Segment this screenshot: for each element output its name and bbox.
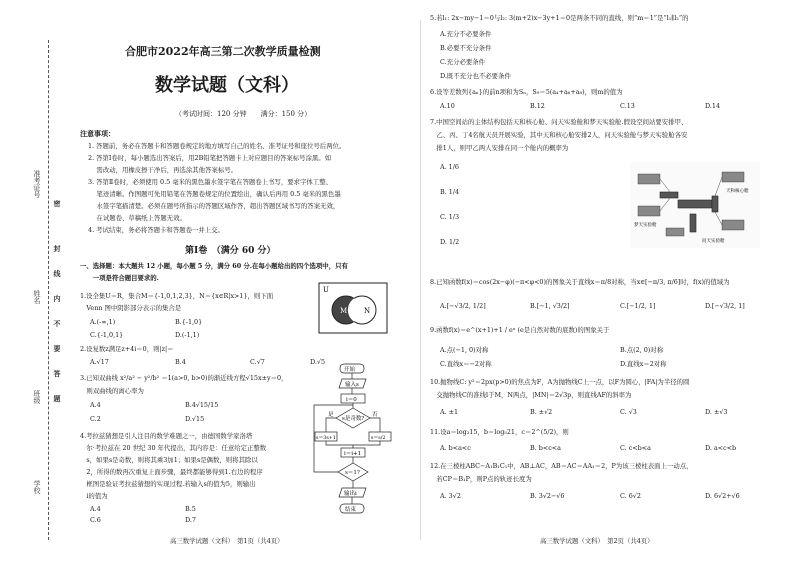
- exam-title: 合肥市2022年高三第二次教学质量检测: [125, 45, 321, 58]
- venn-label-m: M: [340, 307, 348, 315]
- seal-char: 线: [53, 270, 62, 277]
- flow-yes: 是: [328, 412, 334, 418]
- q1-option-b: B.{-1,0}: [175, 318, 203, 326]
- seal-char: 封: [53, 245, 62, 252]
- section-intro: 一项是符合题目要求的.: [80, 274, 159, 282]
- q8-option-d: D.[−√3/2, 1]: [705, 302, 745, 310]
- q10-stem: 交抛物线C的准线l于M，N两点，|MN|＝2√3p，则直线AF的斜率为: [430, 391, 632, 399]
- q8-option-c: C.[−1/2, 1]: [620, 302, 656, 310]
- seal-char: 密: [53, 200, 62, 207]
- seal-char: 内: [53, 295, 62, 302]
- q1-stem: Venn 图中阴影部分表示的集合是: [80, 304, 182, 312]
- q12-option-d: D. 6√2+√6: [705, 492, 740, 500]
- q1-stem: 1.设全集U＝R，集合M＝{-1,0,1,2,3}，N＝{x∈R|x>1}，则下面: [80, 292, 274, 300]
- q9-option-d: D.直线x＝2对称: [620, 360, 667, 368]
- flow-even: s＝s/2: [371, 436, 386, 441]
- q7-option-d: D. 1/2: [440, 238, 460, 246]
- flow-odd: s＝3s+1: [316, 436, 336, 441]
- space-station-illustration: [630, 162, 760, 248]
- q5-option-d: D.既不充分也不必要条件: [440, 72, 511, 80]
- flow-start: 开始: [344, 367, 356, 373]
- q2-option-c: C.√7: [250, 358, 265, 366]
- module-label-mengtian: 梦天实验舱: [634, 223, 657, 228]
- module-label-wentian: 问天实验舱: [702, 239, 725, 244]
- q7-stem: 7.中国空间站的主体结构包括天和核心舱、问天实验舱和梦天实验舱.假设空间站要安排甲、: [430, 118, 688, 126]
- q3-option-d: D.√15: [185, 415, 205, 423]
- q10-option-c: C. √3: [620, 408, 637, 416]
- q1-option-d: D.(-1,1): [175, 331, 200, 339]
- flowchart: [312, 362, 394, 528]
- q11-option-a: A. b<a<c: [440, 444, 471, 452]
- q7-option-b: B. 1/4: [440, 188, 460, 196]
- q7-stem: 排1人，则甲乙两人安排在同一个舱内的概率为: [430, 144, 569, 152]
- q6-stem: 6.设等差数列{aₙ}的前n项和为Sₙ，S₉＝5(a₄+a₆+a₈)，则m的值为: [430, 88, 623, 96]
- exam-meta: （考试时间：120 分钟 满分：150 分）: [175, 110, 312, 118]
- q9-option-c: C.直线x＝−2对称: [440, 360, 492, 368]
- binding-label-exam-no: 准考证号: [33, 170, 41, 198]
- q6-option-a: A.10: [440, 102, 455, 110]
- q4-stem: i的值为: [80, 492, 108, 500]
- q1-option-a: A.(-∞,1): [90, 318, 116, 326]
- page-divider: [420, 20, 421, 540]
- q7-option-c: C. 1/3: [440, 213, 460, 221]
- notice-line: 2. 答第Ⅰ卷时，每小题选出答案后，用2B铅笔把答题卡上对应题目的答案标号涂黑。如: [88, 154, 332, 162]
- q4-option-c: C.6: [90, 516, 101, 524]
- q11-option-c: C. c<b<a: [620, 444, 651, 452]
- q12-option-c: C. 6√2: [620, 492, 641, 500]
- q5-option-b: B.必要不充分条件: [440, 44, 492, 52]
- q10-option-d: D. ±√3: [705, 408, 728, 416]
- seal-char: 题: [53, 395, 62, 402]
- q3-stem: 3.已知双曲线 x²/a² − y²/b² ＝1(a>0, b>0)的渐近线方程√15x±y＝0，: [80, 374, 288, 382]
- notice-line: 1. 答题前，务必在答题卡和答题卷规定的地方填写自己的姓名、准考证号和座位号后两位。: [88, 142, 346, 150]
- q7-stem: 乙、丙、丁4名航天员开展实验，其中天和核心舱安排2人，问天实验舱与梦天实验舱各安: [430, 131, 688, 139]
- q5-option-c: C.充分必要条件: [440, 58, 486, 66]
- flow-inc: i＝i+1: [344, 451, 362, 457]
- flow-init: i＝0: [346, 397, 357, 403]
- binding-label-class: 班级: [33, 390, 41, 404]
- q12-stem: 若CP＝B₁P，则P点的轨迹长度为: [430, 475, 532, 483]
- notice-line: 需改动，用橡皮擦干净后，再选涂其他答案标号。: [88, 166, 238, 174]
- flow-input: 输入s: [345, 382, 359, 388]
- notice-line: 在试题卷、草稿纸上答题无效。: [88, 214, 186, 222]
- q4-stem: 框图是验证考拉兹猜想的实现过程.若输入s的值为5，则输出: [80, 480, 256, 488]
- venn-label-n: N: [364, 307, 371, 315]
- q2-stem: 2.设复数z满足z+4i＝0，则|z|＝: [80, 345, 174, 353]
- q9-option-b: B.点(2, 0)对称: [620, 346, 664, 354]
- q10-stem: 10.抛物线C: y²＝2px(p>0)的焦点为F，A为抛物线C上一点，以F为圆心，|FA|为半径的圆: [430, 378, 690, 386]
- seal-char: 不: [53, 320, 62, 327]
- q12-option-b: B. 3√2−√6: [530, 492, 565, 500]
- q4-option-a: A.4: [90, 505, 101, 513]
- seal-char: 答: [53, 370, 62, 377]
- section-title: 第Ⅰ卷 （满分 60 分）: [185, 246, 276, 256]
- binding-cut-line: [48, 40, 49, 540]
- flow-check: s＝1?: [345, 470, 360, 476]
- binding-label-school: 学校: [33, 480, 41, 494]
- q5-stem: 5.若l₁: 2x−my−1＝0与l₂: 3(m+2)x−3y+1＝0是两条不同的直线，则“m＝1”是“l₁∥l₂”的: [430, 14, 689, 22]
- venn-label-u: U: [323, 286, 329, 294]
- venn-diagram: [318, 282, 388, 334]
- q2-option-d: D.√5: [310, 358, 326, 366]
- q2-option-b: B.4: [175, 358, 186, 366]
- notice-line: 4. 考试结束，务必将答题卡和答题卷一并上交。: [88, 226, 224, 234]
- flow-end: 结束: [345, 507, 357, 513]
- q6-option-c: C.13: [620, 102, 635, 110]
- q6-option-d: D.14: [705, 102, 721, 110]
- q3-option-c: C.2: [90, 415, 101, 423]
- q2-option-a: A.√17: [90, 358, 109, 366]
- flow-output: 输出i: [344, 491, 357, 497]
- q11-option-d: D. a<c<b: [705, 444, 737, 452]
- q5-option-a: A.充分不必要条件: [440, 30, 492, 38]
- flow-cond: s是奇数?: [342, 416, 365, 422]
- page1-footer: 高三数学试题（文科） 第1页（共4页）: [170, 537, 284, 545]
- notice-line: 笔迹清晰。作图题可先用铅笔在答题卷规定的位置绘出，确认后再用 0.5 毫米的黑色墨: [88, 190, 341, 198]
- seal-char: 要: [53, 345, 62, 352]
- q9-stem: 9.函数f(x)＝e^(x+1)+1 / eˣ (e是自然对数的底数)的图象关于: [430, 326, 610, 334]
- q3-option-b: B.4√15/15: [185, 401, 219, 409]
- q9-option-a: A.点(−1, 0)对称: [440, 346, 489, 354]
- q3-option-a: A.4: [90, 401, 101, 409]
- q1-option-c: C.{-1,0,1}: [90, 331, 124, 339]
- section-intro: 一、选择题：本大题共 12 小题，每小题 5 分，满分 60 分.在每小题给出的四个选项中，只有: [80, 262, 348, 270]
- q8-option-b: B.[−1, √3/2]: [530, 302, 570, 310]
- q10-option-a: A. ±1: [440, 408, 459, 416]
- binding-label-name: 姓名: [33, 290, 41, 304]
- q11-option-b: B. b<c<a: [530, 444, 561, 452]
- q12-option-a: A. 3√2: [440, 492, 461, 500]
- q7-option-a: A. 1/6: [440, 163, 459, 171]
- flow-no: 否: [372, 412, 378, 418]
- q4-stem: 尔·考拉兹在 20 世纪 30 年代提出，其内容是：任意给定正整数: [80, 444, 267, 452]
- q6-option-b: B.12: [530, 102, 545, 110]
- subject-title: 数学试题（文科）: [155, 75, 299, 96]
- q4-option-d: D.7: [185, 516, 196, 524]
- notice-heading: 注意事项：: [80, 129, 115, 138]
- q4-option-b: B.5: [185, 505, 196, 513]
- notice-line: 水签字笔描清楚。必须在题号所指示的答题区域作答，超出答题区域书写的答案无效，: [88, 202, 340, 210]
- q4-stem: 4.考拉兹猜想是引人注目的数学难题之一，由德国数学家洛塔: [80, 432, 253, 440]
- q4-stem: 2，所得的数再次重复上面步骤，最终都能够得到1.右边的程序: [80, 468, 263, 476]
- q12-stem: 12.在三棱柱ABC−A₁B₁C₁中，AB⊥AC，AB＝AC＝AA₁＝2，P为该三棱柱表面上一动点，: [430, 462, 693, 470]
- notice-line: 3. 答第Ⅱ卷时，必须使用 0.5 毫米的黑色墨水签字笔在答题卷上书写，要求字体工整、: [88, 178, 332, 186]
- q3-stem: 则双曲线的离心率为: [80, 387, 144, 395]
- q11-stem: 11.设a＝log₃15，b＝log₅21，c＝2^(5/2)，则: [430, 428, 569, 436]
- q8-stem: 8.已知函数f(x)＝cos(2x−φ)(−π<φ<0)的图象关于直线x＝π/8对称，当x∈[−π/3, π/6]时，f(x)的值域为: [430, 278, 730, 286]
- q10-option-b: B. ±√2: [530, 408, 553, 416]
- q4-stem: s，如果s是奇数，则将其乘3加1；如果s是偶数，则将其除以: [80, 456, 258, 464]
- page2-footer: 高三数学试题（文科） 第2页（共4页）: [540, 537, 654, 545]
- module-label-tianhe: 天和核心舱: [726, 189, 749, 194]
- q8-option-a: A.[−√3/2, 1/2]: [440, 302, 486, 310]
